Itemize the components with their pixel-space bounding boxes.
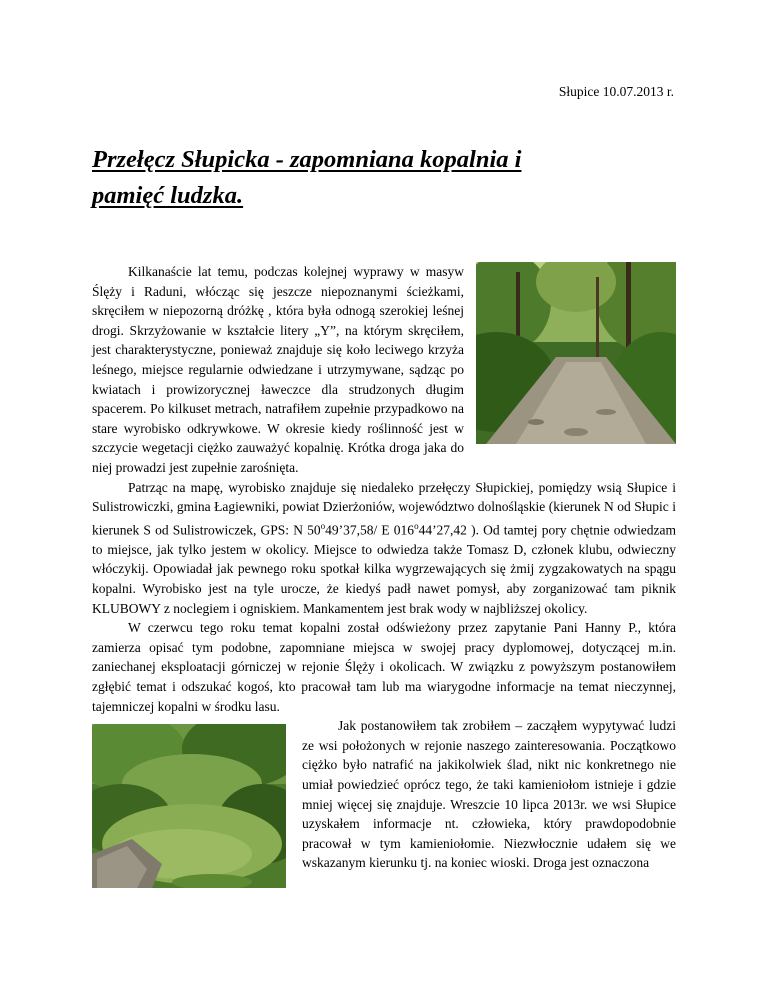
paragraph-2 [92, 478, 676, 619]
paragraph-4: Jak postanowiłem tak zrobiłem – zacząłem wypytywać ludzi ze wsi położonych w rejonie naszego zainteresowania. Początkowo ciężko było natrafić na jakikolwiek ślad, nikt nic konkretnego nie umiał powiedzieć oprócz tego, że taki kamieniołom istnieje i gdzie mniej więcej się znajduje. Wreszcie 10 lipca 2013r. we wsi Słupice uzyskałem informacje nt. człowieka, który prawdopodobnie pracował w tym kamieniołomie. Niezwłocznie udałem się we wskazanym kierunku tj. na koniec wioski. Droga jest oznaczona [302, 718, 676, 871]
paragraph-2-part-3: 44’27,42 ). Od tamtej pory chętnie odwiedzam to miejsce, jak tylko jestem w okolicy. Miejsce to odwiedza także Tomasz D, członek klubu, odwieczny włóczykij. Opowiadał jak pewnego roku spotkał kilka wygrzewających się żmij zygzakowatych na spągu kopalni. Wyrobisko jest na tyle urocze, że kiedyś padł nawet pomysł, aby zorganizować tam piknik KLUBOWY z noclegiem i ogniskiem. Mankamentem jest brak wody w najbliższej okolicy. [92, 522, 676, 616]
article-body [92, 262, 676, 888]
degree-sign-north: o [320, 520, 326, 531]
document-title [92, 142, 670, 214]
paragraph-1: Kilkanaście lat temu, podczas kolejnej wyprawy w masyw Ślęży i Raduni, włócząc się jeszcze niepoznanymi ścieżkami, skręciłem w niepozorną dróżkę , która była odnogą szerokiej leśnej drogi. Skrzyżowanie w kształcie litery „Y”, na którym skręciłem, jest charakterystyczne, ponieważ znajduje się koło leciwego krzyża leśnego, miejsce regularnie odwiedzane i utrzymywane, sądząc po kwiatach i prowizorycznej ławeczce dla strudzonych długim spacerem. Po kilkuset metrach, natrafiłem zupełnie przypadkowo na stare wyrobisko odkrywkowe. W okresie kiedy roślinność jest w szczycie wegetacji ciężko zauważyć kopalnię. Krótka droga jaka do niej prowadzi jest zupełnie zarośnięta. [92, 264, 464, 475]
paragraph-2-part-2: 49’37,58/ E 016 [325, 522, 415, 538]
title-line-1: Przełęcz Słupicka - zapomniana kopalnia i [92, 146, 522, 173]
paragraph-3 [92, 618, 676, 716]
paragraph-3-text: W czerwcu tego roku temat kopalni został odświeżony przez zapytanie Pani Hanny P., która zamierza opisać tym podobne, zapomniane miejsca w swojej pracy dyplomowej, dotyczącej m.in. zaniechanej eksploatacji górniczej w rejonie Ślęży i okolicach. W związku z powyższym postanowiłem zgłębić temat i odszukać kogoś, kto pracował tam lub ma wiarygodne informacje na temat nieczynnej, tajemniczej kopalni w środku lasu. [92, 620, 676, 714]
paragraph-2-part-1: Patrząc na mapę, wyrobisko znajduje się niedaleko przełęczy Słupickiej, pomiędzy wsią Słupice i Sulistrowiczki, gmina Łagiewniki, powiat Dzierżoniów, województwo dolnośląskie (kierunek N od Słupic i kierunek S od Sulistrowiczek, GPS: N 50 [92, 479, 676, 538]
document-date: Słupice 10.07.2013 r. [558, 84, 674, 99]
forest-road-photo [476, 262, 676, 444]
degree-sign-east: o [414, 520, 419, 531]
quarry-photo [92, 724, 286, 888]
title-line-2: pamięć ludzka. [92, 182, 244, 209]
